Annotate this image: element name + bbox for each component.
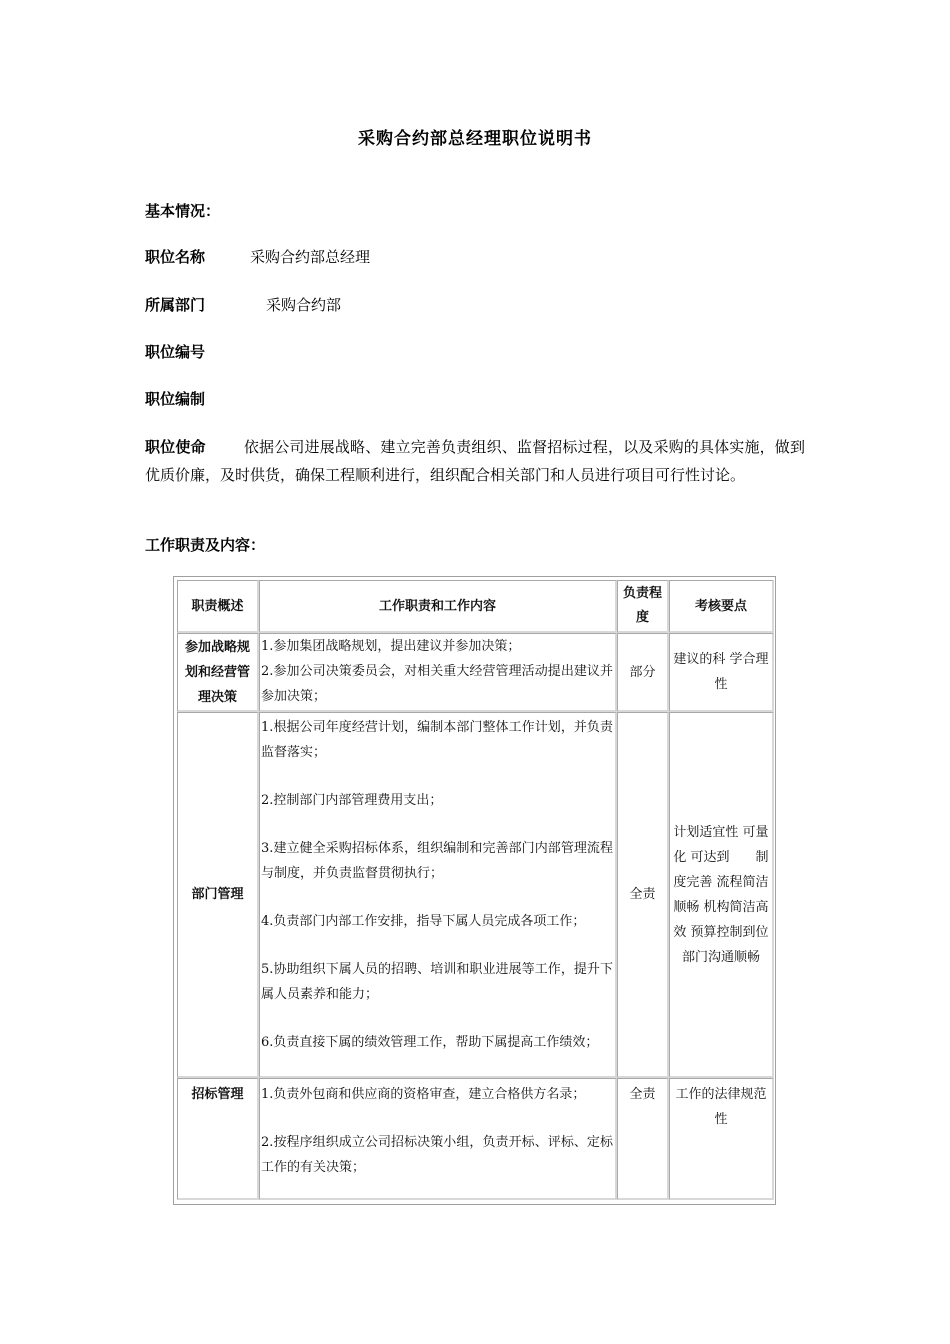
row2-assessment: 计划适宜性 可量化 可达到 制度完善 流程简洁顺畅 机构简洁高效 预算控制到位 部门沟通顺畅 [669, 712, 774, 1078]
row1-duty-1: 1.参加集团战略规划，提出建议并参加决策； [261, 639, 521, 654]
row1-duties [259, 633, 617, 712]
row3-assessment: 工作的法律规范性 [669, 1078, 774, 1200]
row2-duty-6: 6.负责直接下属的绩效管理工作，帮助下属提高工作绩效； [261, 1035, 599, 1050]
position-code-label: 职位编号 [145, 343, 206, 361]
position-name-label: 职位名称 [145, 248, 206, 266]
mission-paragraph [145, 433, 805, 489]
department-row [145, 294, 342, 315]
header-duties: 工作职责和工作内容 [259, 580, 617, 633]
header-degree: 负责程度 [617, 580, 669, 633]
position-name-value: 采购合约部总经理 [250, 248, 371, 266]
row3-duty-1: 1.负责外包商和供应商的资格审查，建立合格供方名录； [261, 1087, 586, 1102]
header-summary: 职责概述 [177, 580, 259, 633]
row3-degree: 全责 [617, 1078, 669, 1200]
department-label: 所属部门 [145, 296, 206, 314]
mission-label: 职位使命 [145, 438, 206, 456]
row2-degree: 全责 [617, 712, 669, 1078]
duties-section-heading: 工作职责及内容： [145, 536, 266, 554]
row2-duty-1: 1.根据公司年度经营计划，编制本部门整体工作计划，并负责监督落实； [261, 720, 613, 760]
position-code-row [145, 341, 205, 362]
basic-section-heading: 基本情况： [145, 202, 221, 220]
row1-duty-2: 2.参加公司决策委员会，对相关重大经营管理活动提出建议并参加决策； [261, 664, 613, 704]
position-staffing-label: 职位编制 [145, 390, 206, 408]
position-name-row [145, 246, 371, 267]
row1-summary: 参加战略规划和经营管理决策 [177, 633, 259, 712]
row2-duty-5: 5.协助组织下属人员的招聘、培训和职业进展等工作，提升下属人员素养和能力； [261, 962, 613, 1002]
row2-duty-3: 3.建立健全采购招标体系，组织编制和完善部门内部管理流程与制度，并负责监督贯彻执行； [261, 841, 613, 881]
document-title: 采购合约部总经理职位说明书 [358, 129, 592, 149]
row1-assessment: 建议的科 学合理性 [669, 633, 774, 712]
mission-text: 依据公司进展战略、建立完善负责组织、监督招标过程，以及采购的具体实施，做到优质价廉，及时供货，确保工程顺利进行，组织配合相关部门和人员进行项目可行性讨论。 [145, 438, 805, 484]
position-staffing-row [145, 388, 205, 409]
row2-duties [259, 712, 617, 1078]
row2-summary: 部门管理 [177, 712, 259, 1078]
header-assessment: 考核要点 [669, 580, 774, 633]
row3-duties [259, 1078, 617, 1200]
row3-summary: 招标管理 [177, 1078, 259, 1200]
row1-degree: 部分 [617, 633, 669, 712]
row2-duty-4: 4.负责部门内部工作安排，指导下属人员完成各项工作； [261, 914, 586, 929]
department-value: 采购合约部 [266, 296, 342, 314]
row3-duty-2: 2.按程序组织成立公司招标决策小组，负责开标、评标、定标工作的有关决策； [261, 1135, 613, 1175]
row2-duty-2: 2.控制部门内部管理费用支出； [261, 793, 443, 808]
